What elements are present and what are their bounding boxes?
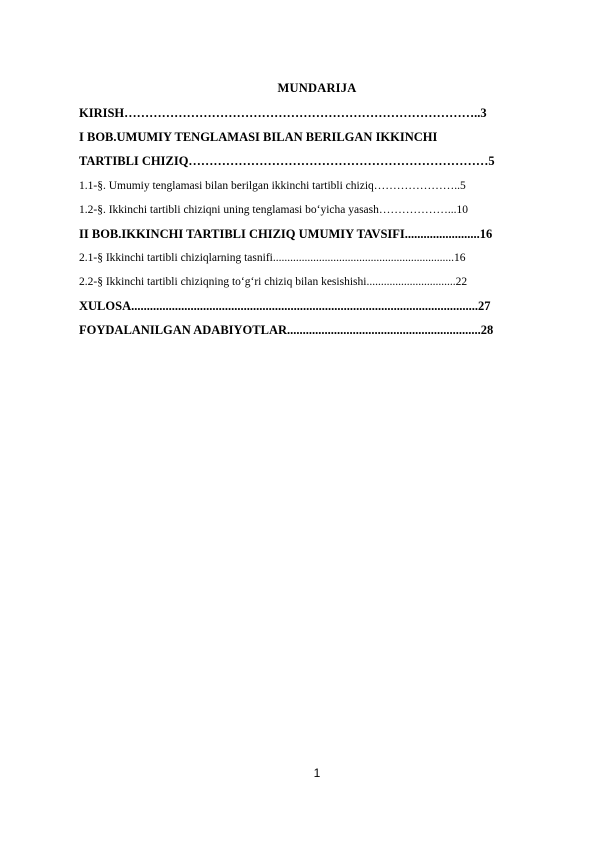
toc-entry-kirish: KIRISH…………………………………………………………………………..3: [79, 106, 487, 120]
page-title: MUNDARIJA: [277, 81, 357, 95]
toc-entry-section-2-1: 2.1-§ Ikkinchi tartibli chiziqlarning tasnifi...............................................................16: [79, 252, 466, 264]
toc-entry-chapter-1-line-1: I BOB.UMUMIY TENGLAMASI BILAN BERILGAN IKKINCHI: [79, 130, 438, 144]
toc-entry-chapter-1-line-2: TARTIBLI CHIZIQ………………………………………………………………5: [79, 154, 495, 168]
toc-entry-xulosa: XULOSA...............................................................................................................27: [79, 299, 491, 313]
toc-entry-section-1-2: 1.2-§. Ikkinchi tartibli chiziqni uning tenglamasi bo‘yicha yasash………………...10: [79, 204, 469, 216]
toc-entry-section-1-1: 1.1-§. Umumiy tenglamasi bilan berilgan ikkinchi tartibli chiziq…………………..5: [79, 180, 466, 192]
toc-entry-section-2-2: 2.2-§ Ikkinchi tartibli chiziqning to‘g‘ri chiziq bilan kesishishi...............................22: [79, 276, 468, 288]
toc-entry-references: FOYDALANILGAN ADABIYOTLAR..............................................................28: [79, 323, 494, 337]
toc-entry-chapter-2: II BOB.IKKINCHI TARTIBLI CHIZIQ UMUMIY TAVSIFI........................16: [79, 227, 493, 241]
page-number: 1: [313, 766, 321, 780]
